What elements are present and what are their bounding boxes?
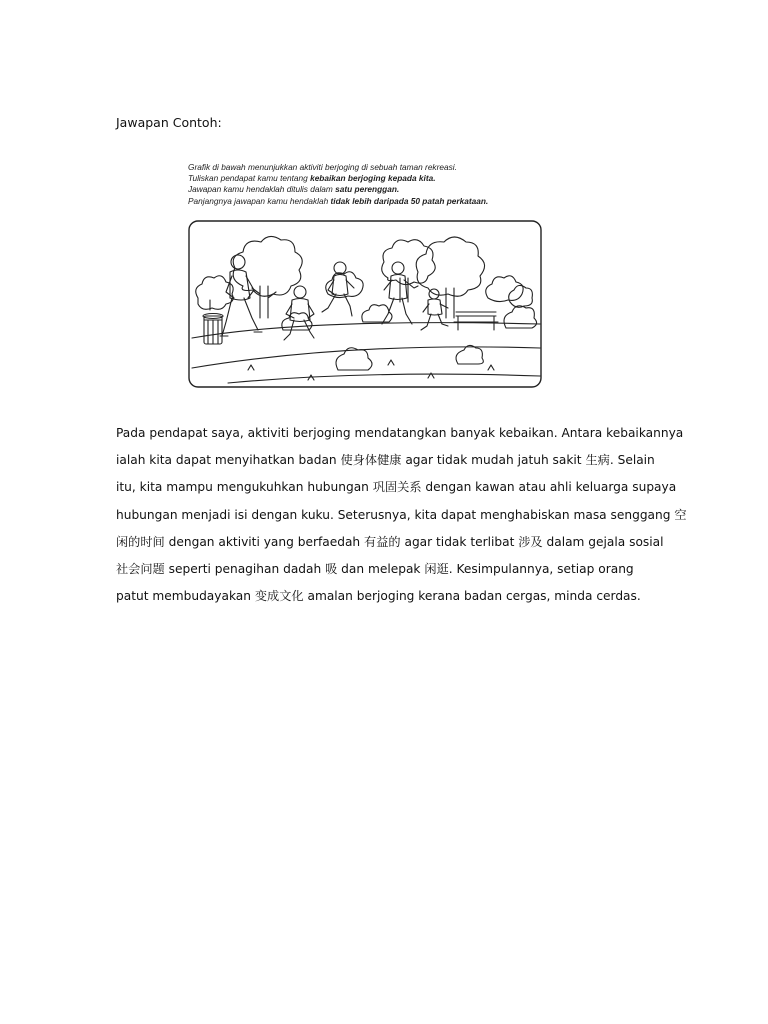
instruction-line-4-bold: tidak lebih daripada 50 patah perkataan.: [330, 195, 489, 206]
instruction-line-2-bold: kebaikan berjoging kepada kita.: [310, 173, 436, 184]
jogger-woman-center: [322, 262, 354, 316]
answer-line-1: Pada pendapat saya, aktiviti berjoging mendatangkan banyak kebaikan. Antara kebaikannya: [116, 426, 684, 440]
instruction-line-4-text: Panjangnya jawapan kamu hendaklah: [188, 195, 331, 206]
instruction-line-3-bold: satu perenggan.: [335, 184, 400, 195]
tree-right: [416, 237, 484, 318]
jogging-park-illustration: [188, 220, 542, 390]
instruction-line-2-text: Tuliskan pendapat kamu tentang: [188, 173, 311, 184]
jogging-path: [192, 323, 540, 338]
bushes: [282, 305, 537, 370]
jogger-man-left: [220, 255, 262, 336]
trash-bin: [203, 314, 223, 345]
answer-line-7: patut membudayakan 变成文化 amalan berjoging kerana badan cergas, minda cerdas.: [116, 589, 641, 604]
park-bench: [454, 312, 498, 330]
answer-line-2: ialah kita dapat menyihatkan badan 使身体健康 agar tidak mudah jatuh sakit 生病. Selain: [116, 453, 655, 468]
answer-line-5: 闲的时间 dengan aktiviti yang berfaedah 有益的 agar tidak terlibat 涉及 dalam gejala sosial: [116, 534, 664, 549]
answer-line-6: 社会问题 seperti penagihan dadah 吸 dan melepak 闲逛. Kesimpulannya, setiap orang: [116, 562, 634, 577]
instruction-line-3: [188, 184, 538, 195]
instruction-line-4: [188, 196, 538, 207]
jogger-boy: [284, 286, 314, 340]
exercise-figure: [185, 160, 545, 392]
instruction-line-2: [188, 173, 538, 184]
page-heading: Jawapan Contoh:: [116, 115, 222, 130]
instructions: [188, 162, 538, 207]
instruction-line-3-text: Jawapan kamu hendaklah ditulis dalam: [188, 184, 336, 195]
answer-line-4: hubungan menjadi isi dengan kuku. Seterusnya, kita dapat menghabiskan masa senggang 空: [116, 507, 687, 522]
answer-paragraph: [116, 420, 687, 610]
illustration-frame: [189, 221, 541, 387]
instruction-line-1: Grafik di bawah menunjukkan aktiviti berjoging di sebuah taman rekreasi.: [188, 162, 457, 172]
answer-line-3: itu, kita mampu mengukuhkan hubungan 巩固关系 dengan kawan atau ahli keluarga supaya: [116, 480, 677, 495]
